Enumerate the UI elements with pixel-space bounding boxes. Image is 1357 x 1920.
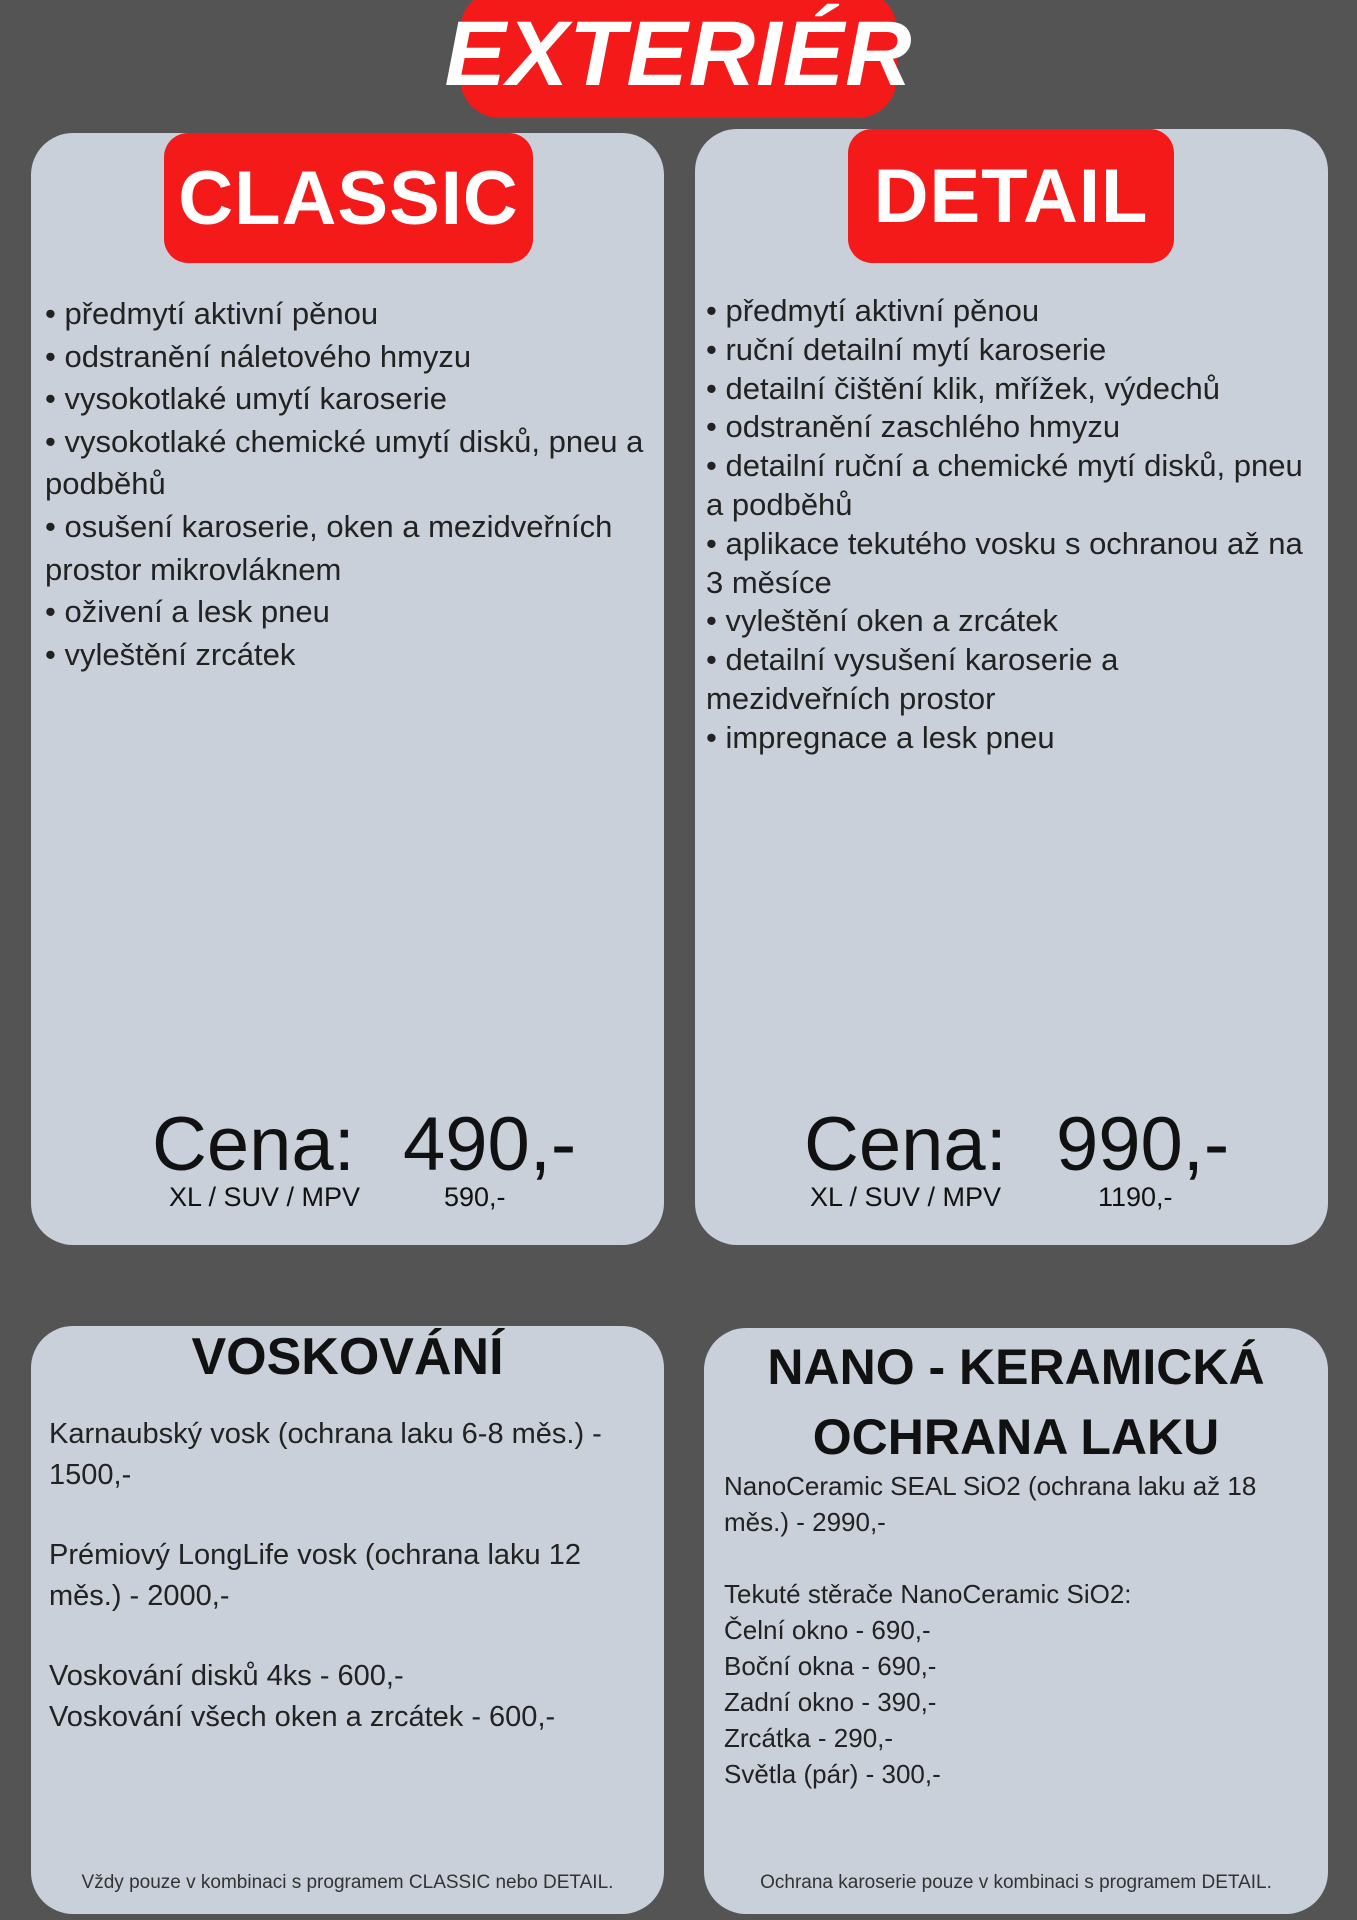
list-item: • předmytí aktivní pěnou (45, 293, 645, 336)
list-item: • oživení a lesk pneu (45, 591, 645, 634)
list-item: • detailní čištění klik, mřížek, výdechů (706, 370, 1306, 409)
spacer (49, 1616, 649, 1656)
nano-price-list (724, 1468, 1324, 1792)
list-item: Zrcátka - 290,- (724, 1723, 894, 1753)
nano-heading-line2: OCHRANA LAKU (812, 1409, 1220, 1465)
list-item: Karnaubský vosk (ochrana laku 6-8 měs.) - 1500,- (49, 1418, 602, 1491)
classic-service-list (45, 293, 645, 676)
nano-ceramic-card (704, 1328, 1328, 1914)
list-item: Voskování disků 4ks - 600,- (49, 1660, 404, 1693)
detail-xl-label: XL / SUV / MPV (810, 1182, 1002, 1212)
list-item: Čelní okno - 690,- (724, 1615, 931, 1645)
nano-footnote: Ochrana karoserie pouze v kombinaci s programem DETAIL. (760, 1872, 1272, 1893)
classic-badge (164, 133, 533, 263)
spacer (49, 1495, 649, 1535)
waxing-heading: VOSKOVÁNÍ (191, 1328, 504, 1386)
waxing-card (31, 1326, 664, 1914)
classic-price-label: Cena: (152, 1102, 355, 1187)
spacer (724, 1540, 1324, 1576)
list-item: • osušení karoserie, oken a mezidveřních prostor mikrovláknem (45, 506, 645, 591)
list-item: • předmytí aktivní pěnou (706, 292, 1306, 331)
list-item: • vyleštění zrcátek (45, 634, 645, 677)
detail-price: 990,- (1056, 1102, 1230, 1187)
list-item: Prémiový LongLife vosk (ochrana laku 12 měs.) - 2000,- (49, 1539, 581, 1612)
list-item: • vyleštění oken a zrcátek (706, 602, 1306, 641)
classic-badge-label: CLASSIC (178, 155, 519, 241)
list-item: Boční okna - 690,- (724, 1651, 937, 1681)
classic-price: 490,- (403, 1102, 577, 1187)
page-title: EXTERIÉR (444, 2, 913, 105)
list-item: • odstranění zaschlého hmyzu (706, 408, 1306, 447)
nano-heading-line1: NANO - KERAMICKÁ (767, 1339, 1265, 1395)
detail-xl-price: 1190,- (1098, 1182, 1173, 1212)
classic-card (31, 133, 664, 1245)
list-item: Tekuté stěrače NanoCeramic SiO2: (724, 1579, 1132, 1609)
list-item: • vysokotlaké umytí karoserie (45, 378, 645, 421)
classic-xl-price: 590,- (444, 1182, 506, 1212)
waxing-price-list (49, 1414, 649, 1738)
list-item: • detailní ruční a chemické mytí disků, pneu a podběhů (706, 447, 1306, 525)
list-item: • impregnace a lesk pneu (706, 719, 1306, 758)
detail-price-label: Cena: (804, 1102, 1007, 1187)
list-item: • odstranění náletového hmyzu (45, 336, 645, 379)
list-item: Voskování všech oken a zrcátek - 600,- (49, 1700, 556, 1733)
detail-service-list (706, 292, 1306, 758)
list-item: Zadní okno - 390,- (724, 1687, 937, 1717)
page-title-badge (444, 0, 913, 118)
list-item: Světla (pár) - 300,- (724, 1759, 941, 1789)
list-item: • detailní vysušení karoserie a mezidveřních prostor (706, 641, 1306, 719)
list-item: • ruční detailní mytí karoserie (706, 331, 1306, 370)
waxing-footnote: Vždy pouze v kombinaci s programem CLASSIC nebo DETAIL. (81, 1872, 614, 1893)
list-item: • vysokotlaké chemické umytí disků, pneu a podběhů (45, 421, 645, 506)
list-item: • aplikace tekutého vosku s ochranou až na 3 měsíce (706, 525, 1306, 603)
list-item: NanoCeramic SEAL SiO2 (ochrana laku až 18 měs.) - 2990,- (724, 1471, 1257, 1537)
detail-badge (848, 129, 1174, 263)
detail-card (695, 129, 1328, 1245)
detail-badge-label: DETAIL (873, 153, 1149, 239)
classic-xl-label: XL / SUV / MPV (169, 1182, 361, 1212)
